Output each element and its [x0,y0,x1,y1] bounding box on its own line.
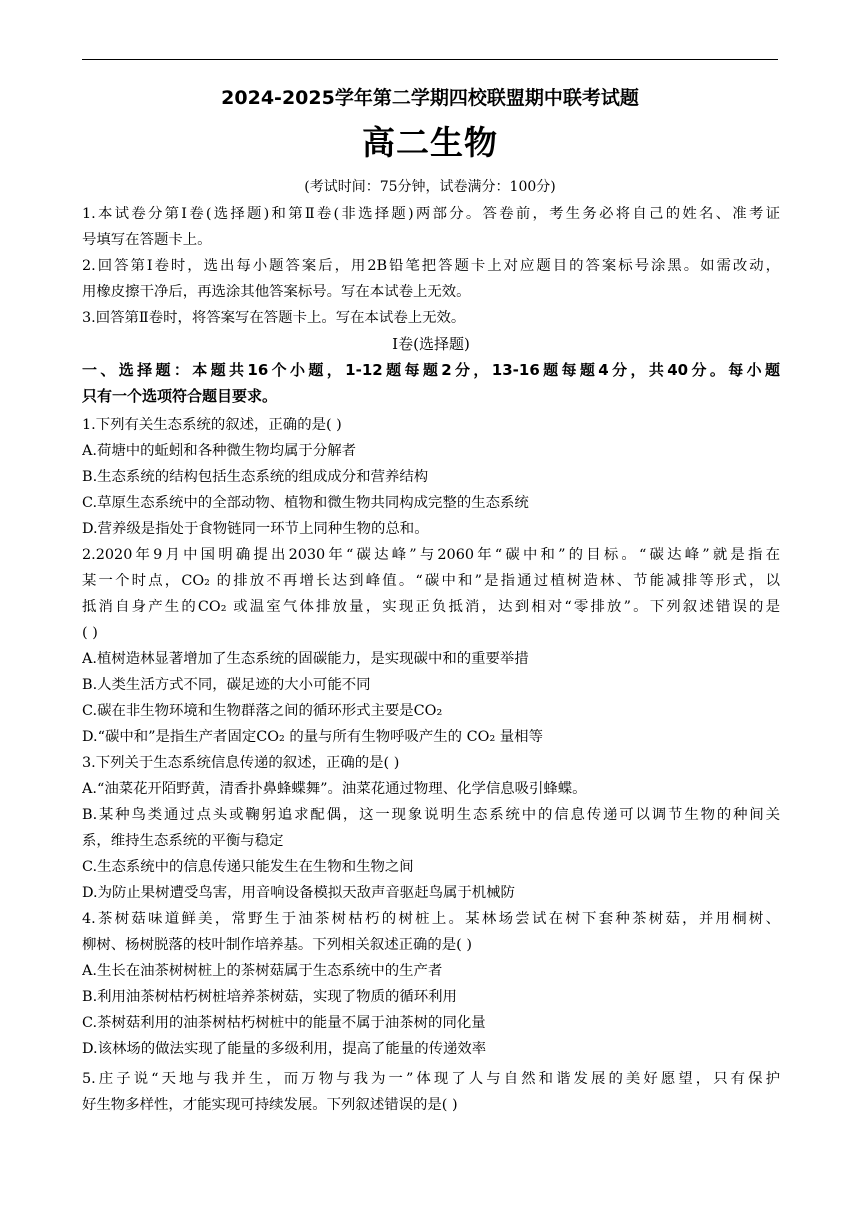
answer-option: A.“油菜花开陌野黄，清香扑鼻蜂蝶舞”。油菜花通过物理、化学信息吸引蜂蝶。 [82,781,587,797]
question-stem: 1.下列有关生态系统的叙述，正确的是( ) [82,417,342,433]
answer-option: 系，维持生态系统的平衡与稳定 [82,833,284,849]
answer-option: B.某种鸟类通过点头或鞠躬追求配偶，这一现象说明生态系统中的信息传递可以调节生物的种间关 [82,807,780,823]
question-stem: 2.2020年9月中国明确提出2030年“碳达峰”与2060年“碳中和”的目标。“碳达峰”就是指在 [82,547,780,563]
top-rule [82,59,778,60]
answer-option: C.生态系统中的信息传递只能发生在生物和生物之间 [82,859,414,875]
instruction-line: 1.本试卷分第Ⅰ卷(选择题)和第Ⅱ卷(非选择题)两部分。答卷前，考生务必将自己的姓名、准考证 [82,206,780,222]
question-stem: 4.茶树菇味道鲜美，常野生于油茶树枯朽的树桩上。某林场尝试在树下套种茶树菇，并用桐树、 [82,911,780,927]
subject-title: 高二生物 [362,123,498,162]
answer-option: B.利用油茶树枯朽树桩培养茶树菇，实现了物质的循环利用 [82,989,457,1005]
answer-option: A.荷塘中的蚯蚓和各种微生物均属于分解者 [82,443,356,459]
exam-title: 2024-2025学年第二学期四校联盟期中联考试题 [221,87,639,109]
instruction-line: 3.回答第Ⅱ卷时，将答案写在答题卡上。写在本试卷上无效。 [82,310,466,326]
answer-option: C.草原生态系统中的全部动物、植物和微生物共同构成完整的生态系统 [82,495,529,511]
answer-option: D.“碳中和”是指生产者固定CO₂ 的量与所有生物呼吸产生的 CO₂ 量相等 [82,729,543,745]
answer-option: A.植树造林显著增加了生态系统的固碳能力，是实现碳中和的重要举措 [82,651,529,667]
question-stem: 好生物多样性，才能实现可持续发展。下列叙述错误的是( ) [82,1097,458,1113]
answer-option: D.营养级是指处于食物链同一环节上同种生物的总和。 [82,521,429,537]
instruction-line: 号填写在答题卡上。 [82,232,212,248]
answer-option: B.人类生活方式不同，碳足迹的大小可能不同 [82,677,371,693]
instruction-line: 用橡皮擦干净后，再选涂其他答案标号。写在本试卷上无效。 [82,284,471,300]
question-stem: ( ) [82,625,98,641]
section-title: Ⅰ卷(选择题) [392,335,470,353]
answer-option: D.为防止果树遭受鸟害，用音响设备模拟天敌声音驱赶鸟属于机械防 [82,885,515,901]
question-stem: 抵消自身产生的CO₂ 或温室气体排放量，实现正负抵消，达到相对“零排放”。下列叙述错误的是 [82,599,780,615]
question-stem: 柳树、杨树脱落的枝叶制作培养基。下列相关叙述正确的是( ) [82,937,472,953]
exam-info: (考试时间：75分钟，试卷满分：100分) [304,179,556,195]
part-heading: 只有一个选项符合题目要求。 [82,387,278,405]
question-stem: 5.庄子说“天地与我并生，而万物与我为一”体现了人与自然和谐发展的美好愿望，只有保护 [82,1071,780,1087]
part-heading: 一、选择题：本题共16个小题，1-12题每题2分，13-16题每题4分，共40分。每小题 [82,361,780,379]
question-stem: 某一个时点，CO₂ 的排放不再增长达到峰值。“碳中和”是指通过植树造林、节能减排等形式，以 [82,573,780,589]
answer-option: A.生长在油茶树树桩上的茶树菇属于生态系统中的生产者 [82,963,443,979]
answer-option: D.该林场的做法实现了能量的多级利用，提高了能量的传递效率 [82,1041,487,1057]
answer-option: C.茶树菇利用的油茶树枯朽树桩中的能量不属于油茶树的同化量 [82,1015,486,1031]
question-stem: 3.下列关于生态系统信息传递的叙述，正确的是( ) [82,755,400,771]
instruction-line: 2.回答第Ⅰ卷时，选出每小题答案后，用2B铅笔把答题卡上对应题目的答案标号涂黑。如需改动， [82,258,780,274]
answer-option: B.生态系统的结构包括生态系统的组成成分和营养结构 [82,469,429,485]
answer-option: C.碳在非生物环境和生物群落之间的循环形式主要是CO₂ [82,703,443,719]
